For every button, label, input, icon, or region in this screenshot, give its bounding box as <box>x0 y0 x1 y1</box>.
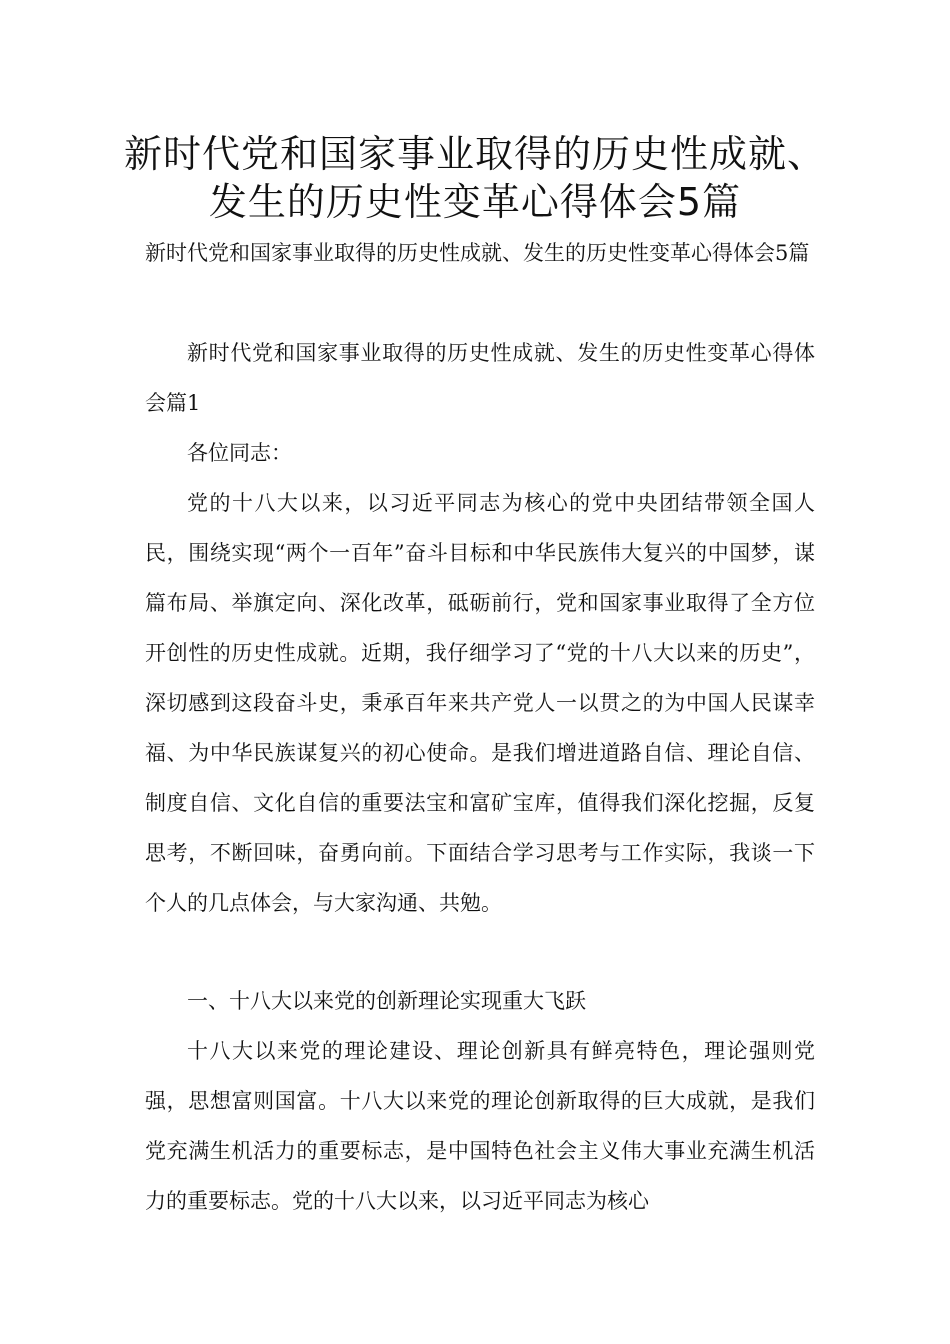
document-title-line-2: 发生的历史性变革心得体会5篇 <box>208 180 742 224</box>
paragraph-intro: 党的十八大以来，以习近平同志为核心的党中央团结带领全国人民，围绕实现“两个一百年”奋斗目标和中华民族伟大复兴的中国梦，谋篇布局、举旗定向、深化改革，砥砺前行，党和国家事业取得了全方位开创性的历史性成就。近期，我仔细学习了“党的十八大以来的历史”，深切感到这段奋斗史，秉承百年来共产党人一以贯之的为中国人民谋幸福、为中华民族谋复兴的初心使命。是我们增进道路自信、理论自信、制度自信、文化自信的重要法宝和富矿宝库，值得我们深化挖掘，反复思考，不断回味，奋勇向前。下面结合学习思考与工作实际，我谈一下个人的几点体会，与大家沟通、共勉。 <box>145 491 815 915</box>
document-title-line-1: 新时代党和国家事业取得的历史性成就、 <box>123 132 826 176</box>
section-heading-1: 一、十八大以来党的创新理论实现重大飞跃 <box>187 989 586 1013</box>
greeting: 各位同志： <box>187 441 292 465</box>
article-heading: 新时代党和国家事业取得的历史性成就、发生的历史性变革心得体会篇1 <box>145 341 815 415</box>
paragraph-section-1: 十八大以来党的理论建设、理论创新具有鲜亮特色，理论强则党强，思想富则国富。十八大以来党的理论创新取得的巨大成就，是我们党充满生机活力的重要标志，是中国特色社会主义伟大事业充满生机活力的重要标志。党的十八大以来，以习近平同志为核心 <box>145 1039 815 1213</box>
document-subtitle: 新时代党和国家事业取得的历史性成就、发生的历史性变革心得体会5篇 <box>145 241 810 265</box>
